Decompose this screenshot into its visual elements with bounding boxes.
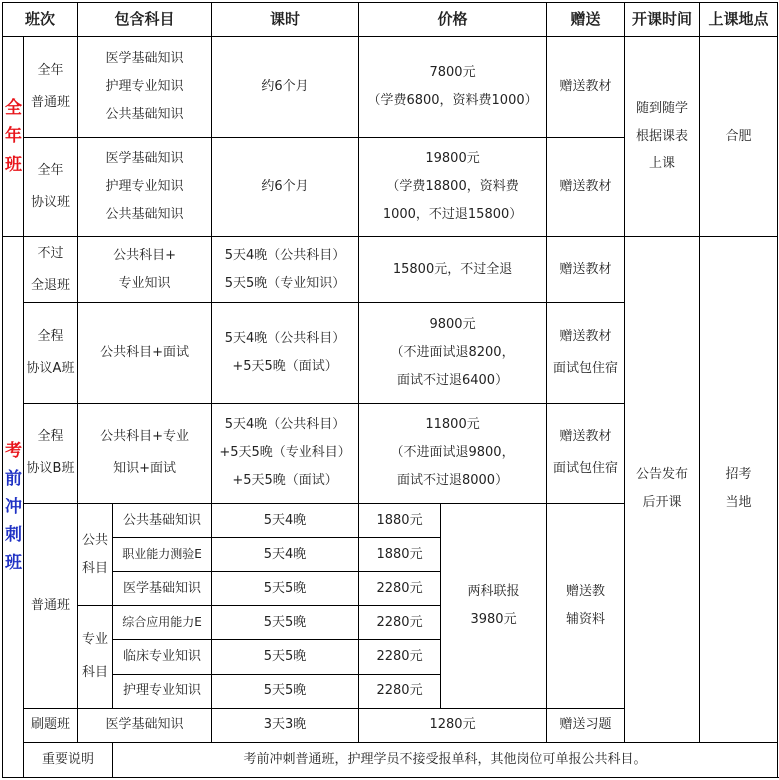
sprint-start-time: 公告发布 后开课 [625, 236, 700, 742]
drill-class-name: 刷题班 [24, 708, 78, 742]
regular-subject: 医学基础知识 [113, 572, 212, 606]
gift-cell: 赠送教材 面试包住宿 [547, 403, 625, 503]
drill-subject: 医学基础知识 [78, 708, 212, 742]
price-cell: 9800元 （不进面试退8200， 面试不过退6400） [359, 303, 547, 403]
gift-cell: 赠送教材 [547, 137, 625, 236]
price-cell: 7800元 （学费6800，资料费1000） [359, 37, 547, 137]
sprint-location: 招考 当地 [700, 236, 778, 742]
subjects-cell: 公共科目+专业 知识+面试 [78, 403, 212, 503]
gift-cell: 赠送教材 [547, 236, 625, 302]
gift-cell: 赠送教材 面试包住宿 [547, 303, 625, 403]
class-name: 全年 普通班 [24, 37, 78, 137]
regular-price: 2280元 [359, 572, 441, 606]
major-subjects-label: 专业 科目 [78, 606, 113, 708]
regular-subject: 综合应用能力E [113, 606, 212, 640]
regular-subject: 护理专业知识 [113, 674, 212, 708]
regular-hours: 5天5晚 [212, 640, 359, 674]
group-char: 前 [5, 468, 22, 489]
regular-hours: 5天5晚 [212, 572, 359, 606]
gift-cell: 赠送教材 [547, 37, 625, 137]
footer-note: 考前冲刺普通班，护理学员不接受报单科，其他岗位可单报公共科目。 [113, 742, 778, 777]
group-char: 年 [5, 126, 22, 147]
regular-class-name: 普通班 [24, 503, 78, 708]
class-name: 全程 协议A班 [24, 303, 78, 403]
footer-label: 重要说明 [24, 742, 113, 777]
class-name: 不过 全退班 [24, 236, 78, 302]
hours-cell: 5天4晚（公共科目） 5天5晚（专业知识） [212, 236, 359, 302]
price-cell: 11800元 （不进面试退9800， 面试不过退8000） [359, 403, 547, 503]
regular-hours: 5天5晚 [212, 606, 359, 640]
fullyear-group-label [3, 37, 24, 237]
header-start-time: 开课时间 [625, 3, 700, 37]
hours-cell: 5天4晚（公共科目） +5天5晚（专业科目） +5天5晚（面试） [212, 403, 359, 503]
header-location: 上课地点 [700, 3, 778, 37]
regular-subject: 临床专业知识 [113, 640, 212, 674]
fullyear-location: 合肥 [700, 37, 778, 237]
footer-row [3, 742, 778, 777]
regular-subject: 公共基础知识 [113, 503, 212, 537]
hours-cell: 约6个月 [212, 37, 359, 137]
regular-price: 1880元 [359, 503, 441, 537]
price-cell: 19800元 （学费18800，资料费 1000，不过退15800） [359, 137, 547, 236]
sprint-refund-row [3, 236, 778, 302]
regular-price: 2280元 [359, 674, 441, 708]
group-char: 班 [5, 553, 22, 573]
fullyear-start-time: 随到随学 根据课表 上课 [625, 37, 700, 237]
header-price: 价格 [359, 3, 547, 37]
hours-cell: 约6个月 [212, 137, 359, 236]
course-schedule-table [2, 2, 778, 778]
regular-hours: 5天4晚 [212, 538, 359, 572]
drill-hours: 3天3晚 [212, 708, 359, 742]
regular-combo-price: 两科联报 3980元 [441, 503, 547, 708]
header-row [3, 3, 778, 37]
group-char: 冲 [5, 496, 22, 517]
regular-hours: 5天4晚 [212, 503, 359, 537]
price-cell: 15800元，不过全退 [359, 236, 547, 302]
subjects-cell: 公共科目+面试 [78, 303, 212, 403]
subjects-cell: 医学基础知识 护理专业知识 公共基础知识 [78, 137, 212, 236]
subjects-cell: 公共科目+ 专业知识 [78, 236, 212, 302]
public-subjects-label: 公共 科目 [78, 503, 113, 605]
group-char: 考 [5, 440, 22, 461]
regular-price: 2280元 [359, 606, 441, 640]
header-subjects: 包含科目 [78, 3, 212, 37]
class-name: 全年 协议班 [24, 137, 78, 236]
fullyear-regular-row [3, 37, 778, 137]
group-char: 刺 [5, 524, 22, 545]
subjects-cell: 医学基础知识 护理专业知识 公共基础知识 [78, 37, 212, 137]
header-hours: 课时 [212, 3, 359, 37]
drill-gift: 赠送习题 [547, 708, 625, 742]
regular-gift: 赠送教 辅资料 [547, 503, 625, 708]
regular-price: 1880元 [359, 538, 441, 572]
header-class: 班次 [3, 3, 78, 37]
regular-subject: 职业能力测验E [113, 538, 212, 572]
class-name: 全程 协议B班 [24, 403, 78, 503]
sprint-group-label [3, 236, 24, 777]
group-char: 全 [5, 98, 22, 119]
drill-price: 1280元 [359, 708, 547, 742]
header-gift: 赠送 [547, 3, 625, 37]
hours-cell: 5天4晚（公共科目） +5天5晚（面试） [212, 303, 359, 403]
group-char: 班 [5, 154, 22, 175]
regular-price: 2280元 [359, 640, 441, 674]
regular-hours: 5天5晚 [212, 674, 359, 708]
